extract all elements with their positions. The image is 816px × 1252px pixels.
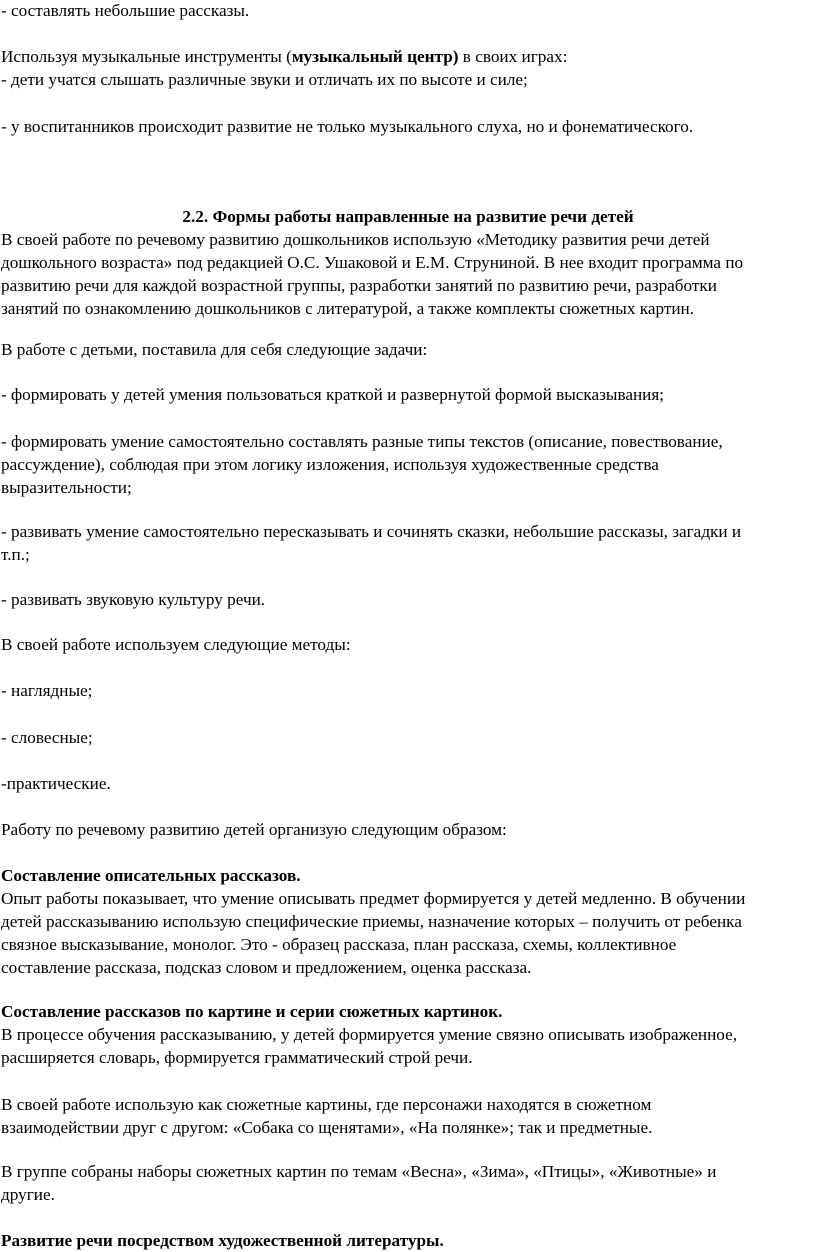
- subheading-descriptive-stories: [1, 865, 301, 887]
- intro-line-2-pre: Используя музыкальные инструменты (: [1, 47, 292, 66]
- para1-line-1: В своей работе по речевому развитию дошкольников использую «Методику развития речи детей: [1, 230, 710, 249]
- sub2c-line-2: другие.: [1, 1185, 55, 1204]
- intro-line-2-bold: музыкальный центр): [291, 47, 459, 66]
- sub2-line-1: В процессе обучения рассказыванию, у детей формируется умение связно описывать изображенное,: [1, 1025, 738, 1044]
- intro-line-2: [1, 46, 567, 68]
- subheading-literature: [1, 1230, 444, 1252]
- task-2-line-2: рассуждение), соблюдая при этом логику изложения, используя художественные средства: [1, 455, 659, 474]
- sub2c-line-1: В группе собраны наборы сюжетных картин по темам «Весна», «Зима», «Птицы», «Животные» и: [1, 1162, 717, 1181]
- method-3: -практические.: [1, 774, 111, 793]
- sub2b-line-2: взаимодействии друг с другом: «Собака со щенятами», «На полянке»; так и предметные.: [1, 1118, 653, 1137]
- subheading-picture-stories: [1, 1001, 502, 1023]
- para1-line-4: занятий по ознакомлению дошкольников с литературой, а также комплекты сюжетных картин.: [1, 299, 695, 318]
- intro-line-3: - дети учатся слышать различные звуки и отличать их по высоте и силе;: [1, 70, 528, 89]
- subheading-picture-stories-text: Составление рассказов по картине и серии сюжетных картинок.: [1, 1002, 503, 1021]
- intro-line-1: - составлять небольшие рассказы.: [1, 1, 250, 20]
- sub1-line-1: Опыт работы показывает, что умение описывать предмет формируется у детей медленно. В обучении: [1, 889, 746, 908]
- task-1: - формировать у детей умения пользоваться краткой и развернутой формой высказывания;: [1, 385, 665, 404]
- section-heading: [0, 206, 816, 228]
- tasks-intro: В работе с детьми, поставила для себя следующие задачи:: [1, 340, 428, 359]
- intro-line-4: - у воспитанников происходит развитие не только музыкального слуха, но и фонематического.: [1, 117, 694, 136]
- task-3-line-2: т.п.;: [1, 545, 30, 564]
- subheading-descriptive-stories-text: Составление описательных рассказов.: [1, 866, 301, 885]
- organization-text: Работу по речевому развитию детей организую следующим образом:: [1, 820, 507, 839]
- sub2b-line-1: В своей работе использую как сюжетные картины, где персонажи находятся в сюжетном: [1, 1095, 652, 1114]
- para1-line-3: развитию речи для каждой возрастной группы, разработки занятий по развитию речи, разработки: [1, 276, 717, 295]
- method-1: - наглядные;: [1, 681, 93, 700]
- sub1-line-2: детей рассказыванию использую специфические приемы, назначение которых – получить от ребенка: [1, 912, 742, 931]
- task-2-line-1: - формировать умение самостоятельно составлять разные типы текстов (описание, повествование,: [1, 432, 723, 451]
- task-4: - развивать звуковую культуру речи.: [1, 590, 266, 609]
- sub2-line-2: расширяется словарь, формируется грамматический строй речи.: [1, 1048, 473, 1067]
- methods-intro: В своей работе используем следующие методы:: [1, 635, 351, 654]
- sub1-line-3: связное высказывание, монолог. Это - образец рассказа, план рассказа, схемы, коллективное: [1, 935, 677, 954]
- subheading-literature-text: Развитие речи посредством художественной литературы.: [1, 1231, 444, 1250]
- task-3-line-1: - развивать умение самостоятельно пересказывать и сочинять сказки, небольшие рассказы, загадки и: [1, 522, 742, 541]
- task-2-line-3: выразительности;: [1, 478, 132, 497]
- section-heading-text: 2.2. Формы работы направленные на развитие речи детей: [182, 207, 634, 226]
- intro-line-2-post: в своих играх:: [458, 47, 568, 66]
- sub1-line-4: составление рассказа, подсказ словом и предложением, оценка рассказа.: [1, 958, 532, 977]
- method-2: - словесные;: [1, 728, 93, 747]
- para1-line-2: дошкольного возраста» под редакцией О.С. Ушаковой и Е.М. Струниной. В нее входит программа по: [1, 253, 744, 272]
